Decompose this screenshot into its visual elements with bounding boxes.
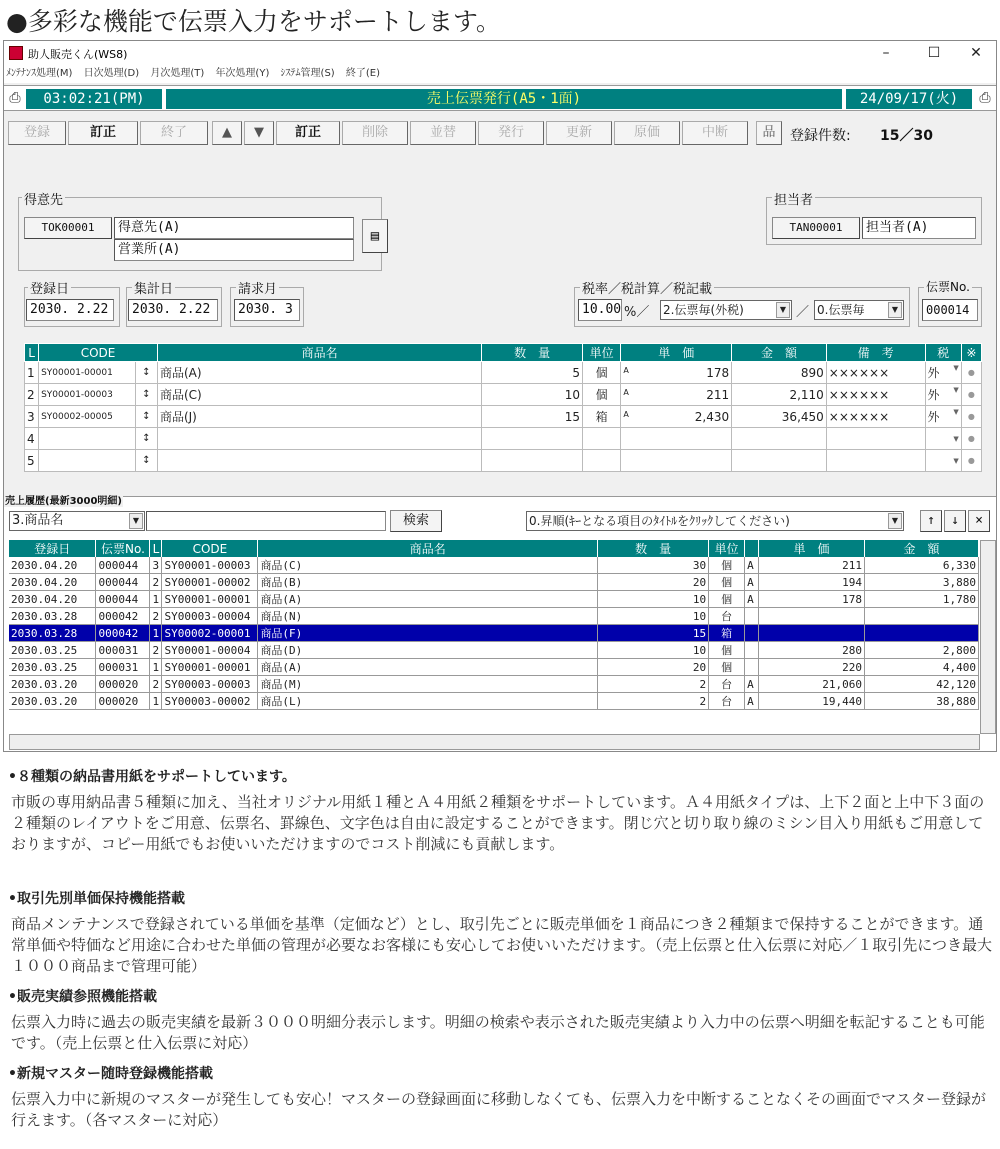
history-field-value: 3.商品名: [12, 513, 64, 528]
price-value: 178: [706, 365, 730, 380]
price-mark: A: [623, 409, 629, 419]
down-icon[interactable]: ▼: [244, 121, 274, 145]
menu-yearly[interactable]: 年次処理(Y): [215, 68, 270, 79]
h-unit: 台: [709, 676, 745, 693]
h-l: 1: [150, 625, 162, 642]
entry-row[interactable]: [25, 384, 982, 406]
row-updown-icon[interactable]: ↕: [135, 406, 157, 428]
screen-title: 売上伝票発行(A5・1面): [166, 89, 842, 109]
row-code[interactable]: SY00001-00003: [39, 384, 136, 406]
h-l: 1: [150, 659, 162, 676]
row-note[interactable]: [826, 428, 925, 450]
chevron-down-icon: ▼: [953, 434, 959, 443]
h-price: 220: [759, 659, 865, 676]
history-row[interactable]: [9, 625, 979, 642]
row-name[interactable]: 商品(J): [157, 406, 481, 428]
staff-code-button[interactable]: TAN00001: [772, 217, 860, 239]
up-icon[interactable]: ▲: [212, 121, 242, 145]
staff-label: 担当者: [772, 189, 815, 208]
h-slip: 000044: [96, 557, 150, 574]
h-l: 1: [150, 693, 162, 710]
history-label: 売上履歴(最新3000明細): [4, 492, 123, 507]
h-pm: [745, 659, 759, 676]
h-unit: 台: [709, 693, 745, 710]
toolbar: [4, 113, 996, 149]
h-date: 2030.04.20: [9, 591, 96, 608]
close-button[interactable]: ✕: [970, 45, 982, 61]
tax-value: 外: [927, 388, 940, 402]
h-amount: 6,330: [864, 557, 978, 574]
feature-2-title: •取引先別単価保持機能搭載: [8, 891, 185, 907]
slip-no-field[interactable]: 000014: [922, 299, 978, 321]
customer-label: 得意先: [22, 189, 65, 208]
row-amount[interactable]: 2,110: [732, 384, 827, 406]
chevron-down-icon: ▼: [953, 456, 959, 465]
h-slip: 000031: [96, 642, 150, 659]
record-count: 15／30: [880, 128, 933, 144]
h-price: [759, 625, 865, 642]
row-price[interactable]: [621, 406, 732, 428]
tax-pct: %／: [624, 305, 650, 320]
feature-4: [8, 1063, 992, 1131]
hcol-date[interactable]: 登録日: [9, 540, 96, 557]
feature-1-body: 市販の専用納品書５種類に加え、当社オリジナル用紙１種とＡ４用紙２種類をサポートしています。Ａ４用紙タイプは、上下２面と上中下３面の２種類のレイアウトをご用意、伝票名、罫線色、文字色は自由に設定することができます。閉じ穴と切り取り線のミシン目入り用紙もご用意しておりますが、コピー用紙でもお使いいただけますのでコスト削減にも貢献します。: [11, 793, 985, 853]
h-date: 2030.04.20: [9, 557, 96, 574]
chevron-down-icon: ▼: [776, 302, 790, 318]
entry-grid: [24, 343, 982, 472]
row-unit[interactable]: 個: [583, 384, 621, 406]
row-qty[interactable]: [482, 450, 583, 472]
row-price[interactable]: [621, 450, 732, 472]
row-unit[interactable]: [583, 428, 621, 450]
menu-exit[interactable]: 終了(E): [345, 68, 381, 79]
h-slip: 000044: [96, 591, 150, 608]
row-updown-icon[interactable]: ↕: [135, 362, 157, 384]
col-name[interactable]: 商品名: [157, 344, 481, 362]
h-qty: 15: [598, 625, 709, 642]
h-l: 2: [150, 608, 162, 625]
tax-print-select[interactable]: [814, 300, 904, 320]
history-search-input[interactable]: [146, 511, 386, 531]
window-title: 助人販売くん(WS8): [28, 48, 128, 61]
h-name: 商品(M): [258, 676, 598, 693]
h-date: 2030.03.25: [9, 642, 96, 659]
menu-maintenance[interactable]: ﾒﾝﾃﾅﾝｽ処理(M): [6, 68, 73, 79]
feature-4-title: •新規マスター随時登録機能搭載: [8, 1066, 213, 1082]
suspend-button[interactable]: 中断: [682, 121, 748, 145]
row-code[interactable]: SY00001-00001: [39, 362, 136, 384]
row-code[interactable]: [39, 428, 136, 450]
history-row[interactable]: [9, 676, 979, 693]
hcol-price[interactable]: 単 価: [759, 540, 865, 557]
row-unit[interactable]: 箱: [583, 406, 621, 428]
h-unit: 個: [709, 591, 745, 608]
h-amount: [864, 625, 978, 642]
history-down-button[interactable]: ↓: [944, 510, 966, 532]
issue-button[interactable]: 発行: [478, 121, 544, 145]
feature-2-body: 商品メンテナンスで登録されている単価を基準（定価など）とし、取引先ごとに販売単価を１商品につき２種類まで保持することができます。通常単価や特価など用途に合わせた単価の管理が必要なお客様にも安心してお使いいただけます。（売上伝票と仕入伝票に対応／１取引先につき最大１０００商品まで管理可能）: [11, 915, 993, 975]
row-amount[interactable]: 890: [732, 362, 827, 384]
col-amount[interactable]: 金 額: [732, 344, 827, 362]
col-mark[interactable]: ※: [961, 344, 981, 362]
h-date: 2030.03.25: [9, 659, 96, 676]
row-line[interactable]: 5: [25, 450, 39, 472]
hcol-qty[interactable]: 数 量: [598, 540, 709, 557]
chevron-down-icon: ▼: [129, 513, 143, 529]
row-mark-icon[interactable]: ●: [961, 362, 981, 384]
feature-3-title: •販売実績参照機能搭載: [8, 989, 157, 1005]
h-code: SY00001-00001: [162, 591, 258, 608]
h-price: 178: [759, 591, 865, 608]
row-note[interactable]: ××××××: [826, 406, 925, 428]
row-name[interactable]: [157, 450, 481, 472]
hcol-code[interactable]: CODE: [162, 540, 258, 557]
h-unit: 個: [709, 659, 745, 676]
entry-row[interactable]: [25, 406, 982, 428]
col-tax[interactable]: 税: [925, 344, 961, 362]
h-l: 1: [150, 591, 162, 608]
col-l[interactable]: L: [25, 344, 39, 362]
row-amount[interactable]: 36,450: [732, 406, 827, 428]
feature-1-title: •８種類の納品書用紙をサポートしています。: [8, 769, 296, 785]
h-l: 3: [150, 557, 162, 574]
h-slip: 000044: [96, 574, 150, 591]
h-date: 2030.04.20: [9, 574, 96, 591]
tax-value: 外: [927, 366, 940, 380]
h-slip: 000042: [96, 625, 150, 642]
update-button[interactable]: 更新: [546, 121, 612, 145]
h-price: 280: [759, 642, 865, 659]
h-code: SY00001-00001: [162, 659, 258, 676]
h-name: 商品(L): [258, 693, 598, 710]
h-price: 19,440: [759, 693, 865, 710]
minimize-button[interactable]: –: [882, 45, 890, 61]
hcol-name[interactable]: 商品名: [258, 540, 598, 557]
h-pm: A: [745, 557, 759, 574]
reg-date-field[interactable]: 2030. 2.22: [26, 299, 114, 321]
row-mark-icon[interactable]: ●: [961, 450, 981, 472]
row-unit[interactable]: 個: [583, 362, 621, 384]
tax-calc-select[interactable]: [660, 300, 792, 320]
row-qty[interactable]: 5: [482, 362, 583, 384]
history-grid: [9, 540, 979, 710]
row-tax[interactable]: [925, 362, 961, 384]
col-qty[interactable]: 数 量: [482, 344, 583, 362]
h-unit: 箱: [709, 625, 745, 642]
history-vscroll[interactable]: [980, 540, 996, 734]
chevron-down-icon: ▼: [888, 302, 902, 318]
h-amount: 2,800: [864, 642, 978, 659]
h-unit: 個: [709, 574, 745, 591]
h-qty: 10: [598, 642, 709, 659]
history-order-value: 0.昇順(ｷｰとなる項目のﾀｲﾄﾙをｸﾘｯｸしてください): [529, 514, 790, 528]
tax-rate-field[interactable]: 10.00: [578, 299, 622, 321]
entry-row[interactable]: [25, 450, 982, 472]
menu-monthly[interactable]: 月次処理(T): [150, 68, 205, 79]
bill-month-label: 請求月: [236, 278, 279, 297]
row-amount[interactable]: [732, 450, 827, 472]
customer-branch-field[interactable]: 営業所(A): [114, 239, 354, 261]
h-l: 2: [150, 676, 162, 693]
h-l: 2: [150, 642, 162, 659]
h-unit: 台: [709, 608, 745, 625]
h-unit: 個: [709, 557, 745, 574]
price-mark: A: [623, 387, 629, 397]
h-name: 商品(B): [258, 574, 598, 591]
price-value: 211: [706, 387, 730, 402]
row-note[interactable]: ××××××: [826, 384, 925, 406]
h-amount: 1,780: [864, 591, 978, 608]
h-name: 商品(D): [258, 642, 598, 659]
cost-button[interactable]: 原価: [614, 121, 680, 145]
sort-button[interactable]: 並替: [410, 121, 476, 145]
menu-bar: [4, 65, 996, 83]
history-row[interactable]: [9, 693, 979, 710]
row-code[interactable]: SY00002-00005: [39, 406, 136, 428]
feature-4-body: 伝票入力中に新規のマスターが発生しても安心！マスターの登録画面に移動しなくても、伝票入力を中断することなくその画面でマスター登録が行えます。（各マスターに対応）: [11, 1090, 987, 1129]
sum-date-label: 集計日: [132, 278, 175, 297]
row-updown-icon[interactable]: ↕: [135, 428, 157, 450]
h-pm: [745, 625, 759, 642]
col-price[interactable]: 単 価: [621, 344, 732, 362]
row-name[interactable]: 商品(A): [157, 362, 481, 384]
row-name[interactable]: [157, 428, 481, 450]
col-unit[interactable]: 単位: [583, 344, 621, 362]
row-price[interactable]: [621, 428, 732, 450]
h-name: 商品(F): [258, 625, 598, 642]
price-value: 2,430: [694, 409, 730, 424]
h-qty: 30: [598, 557, 709, 574]
hierarchy-icon[interactable]: 品: [756, 121, 782, 145]
h-code: SY00001-00002: [162, 574, 258, 591]
row-tax[interactable]: [925, 384, 961, 406]
bill-month-field[interactable]: 2030. 3: [234, 299, 300, 321]
feature-2: [8, 888, 992, 977]
h-price: 21,060: [759, 676, 865, 693]
h-slip: 000031: [96, 659, 150, 676]
maximize-button[interactable]: ☐: [927, 45, 941, 61]
row-mark-icon[interactable]: ●: [961, 406, 981, 428]
tax-print-value: 0.伝票毎: [817, 303, 865, 317]
history-row[interactable]: [9, 557, 979, 574]
row-tax[interactable]: [925, 428, 961, 450]
row-price[interactable]: [621, 362, 732, 384]
app-window: [3, 40, 997, 752]
tax-calc-value: 2.伝票毎(外税): [663, 303, 744, 317]
h-name: 商品(N): [258, 608, 598, 625]
history-order-select[interactable]: [526, 511, 904, 531]
h-unit: 個: [709, 642, 745, 659]
h-qty: 20: [598, 574, 709, 591]
tax-value: 外: [927, 410, 940, 424]
h-slip: 000020: [96, 693, 150, 710]
history-row[interactable]: [9, 574, 979, 591]
row-tax[interactable]: [925, 406, 961, 428]
h-date: 2030.03.20: [9, 676, 96, 693]
register-button[interactable]: 登録: [8, 121, 66, 145]
row-updown-icon[interactable]: ↕: [135, 384, 157, 406]
hcol-unit[interactable]: 単位: [709, 540, 745, 557]
clock: 03:02:21(PM): [26, 89, 162, 109]
row-qty[interactable]: [482, 428, 583, 450]
h-code: SY00001-00003: [162, 557, 258, 574]
row-updown-icon[interactable]: ↕: [135, 450, 157, 472]
row-amount[interactable]: [732, 428, 827, 450]
row-line[interactable]: 4: [25, 428, 39, 450]
history-up-button[interactable]: ↑: [920, 510, 942, 532]
col-note[interactable]: 備 考: [826, 344, 925, 362]
h-slip: 000042: [96, 608, 150, 625]
history-row[interactable]: [9, 608, 979, 625]
hcol-pm[interactable]: [745, 540, 759, 557]
row-name[interactable]: 商品(C): [157, 384, 481, 406]
h-code: SY00003-00003: [162, 676, 258, 693]
h-date: 2030.03.28: [9, 608, 96, 625]
price-mark: A: [623, 365, 629, 375]
h-price: 211: [759, 557, 865, 574]
h-pm: A: [745, 591, 759, 608]
h-slip: 000020: [96, 676, 150, 693]
hcol-l[interactable]: L: [150, 540, 162, 557]
app-icon: [9, 46, 23, 60]
h-name: 商品(A): [258, 591, 598, 608]
finish-button[interactable]: 終了: [140, 121, 208, 145]
col-code[interactable]: CODE: [39, 344, 158, 362]
staff-name-field[interactable]: 担当者(A): [862, 217, 976, 239]
memo-icon[interactable]: ▤: [362, 219, 388, 253]
row-line[interactable]: 3: [25, 406, 39, 428]
h-code: SY00002-00001: [162, 625, 258, 642]
tax-sep: ／: [796, 305, 810, 320]
history-field-select[interactable]: [9, 511, 145, 531]
row-unit[interactable]: [583, 450, 621, 472]
h-pm: A: [745, 693, 759, 710]
h-pm: [745, 608, 759, 625]
feature-3: [8, 986, 992, 1054]
correct-button-2[interactable]: 訂正: [276, 121, 340, 145]
row-code[interactable]: [39, 450, 136, 472]
h-date: 2030.03.28: [9, 625, 96, 642]
h-qty: 10: [598, 591, 709, 608]
chevron-down-icon: ▼: [953, 386, 959, 394]
chevron-down-icon: ▼: [953, 364, 959, 372]
h-date: 2030.03.20: [9, 693, 96, 710]
hcol-slip[interactable]: 伝票No.: [96, 540, 150, 557]
tax-label: 税率／税計算／税記載: [580, 278, 714, 297]
h-amount: [864, 608, 978, 625]
status-bar: [4, 85, 996, 111]
h-qty: 2: [598, 693, 709, 710]
hcol-amount[interactable]: 金 額: [864, 540, 978, 557]
row-price[interactable]: [621, 384, 732, 406]
page-headline: ●多彩な機能で伝票入力をサポートします。: [6, 7, 501, 36]
history-row[interactable]: [9, 591, 979, 608]
sum-date-field[interactable]: 2030. 2.22: [128, 299, 218, 321]
row-qty[interactable]: 10: [482, 384, 583, 406]
correct-button[interactable]: 訂正: [68, 121, 138, 145]
row-mark-icon[interactable]: ●: [961, 384, 981, 406]
h-qty: 20: [598, 659, 709, 676]
chevron-down-icon: ▼: [953, 408, 959, 416]
h-code: SY00003-00004: [162, 608, 258, 625]
h-qty: 2: [598, 676, 709, 693]
history-close-button[interactable]: ×: [968, 510, 990, 532]
feature-3-body: 伝票入力時に過去の販売実績を最新３０００明細分表示します。明細の検索や表示された販売実績より入力中の伝票へ明細を転記することも可能です。（売上伝票と仕入伝票に対応）: [11, 1013, 985, 1052]
h-code: SY00003-00002: [162, 693, 258, 710]
menu-daily[interactable]: 日次処理(D): [83, 68, 140, 79]
customer-name-field[interactable]: 得意先(A): [114, 217, 354, 239]
h-price: [759, 608, 865, 625]
h-pm: A: [745, 574, 759, 591]
chevron-down-icon: ▼: [888, 513, 902, 529]
history-row[interactable]: [9, 642, 979, 659]
current-date: 24/09/17(火): [846, 89, 972, 109]
reg-date-label: 登録日: [28, 278, 71, 297]
entry-row[interactable]: [25, 362, 982, 384]
row-line[interactable]: 1: [25, 362, 39, 384]
menu-system[interactable]: ｼｽﾃﾑ管理(S): [280, 68, 335, 79]
entry-row[interactable]: [25, 428, 982, 450]
history-row[interactable]: [9, 659, 979, 676]
row-line[interactable]: 2: [25, 384, 39, 406]
slip-no-label: 伝票No.: [926, 280, 970, 294]
h-price: 194: [759, 574, 865, 591]
row-mark-icon[interactable]: ●: [961, 428, 981, 450]
title-bar: [4, 41, 996, 65]
feature-1: [8, 766, 992, 855]
h-amount: 42,120: [864, 676, 978, 693]
h-qty: 10: [598, 608, 709, 625]
history-search-button[interactable]: 検索: [390, 510, 442, 532]
h-name: 商品(A): [258, 659, 598, 676]
h-name: 商品(C): [258, 557, 598, 574]
h-code: SY00001-00004: [162, 642, 258, 659]
customer-code-button[interactable]: TOK00001: [24, 217, 112, 239]
h-pm: A: [745, 676, 759, 693]
h-pm: [745, 642, 759, 659]
h-amount: 3,880: [864, 574, 978, 591]
row-note[interactable]: ××××××: [826, 362, 925, 384]
row-note[interactable]: [826, 450, 925, 472]
h-amount: 4,400: [864, 659, 978, 676]
h-l: 2: [150, 574, 162, 591]
history-hscroll[interactable]: [9, 734, 980, 750]
print-icon-right[interactable]: ⎙: [979, 90, 991, 106]
row-tax[interactable]: [925, 450, 961, 472]
h-amount: 38,880: [864, 693, 978, 710]
print-icon[interactable]: ⎙: [9, 90, 21, 106]
delete-button[interactable]: 削除: [342, 121, 408, 145]
row-qty[interactable]: 15: [482, 406, 583, 428]
record-count-label: 登録件数:: [790, 128, 851, 144]
